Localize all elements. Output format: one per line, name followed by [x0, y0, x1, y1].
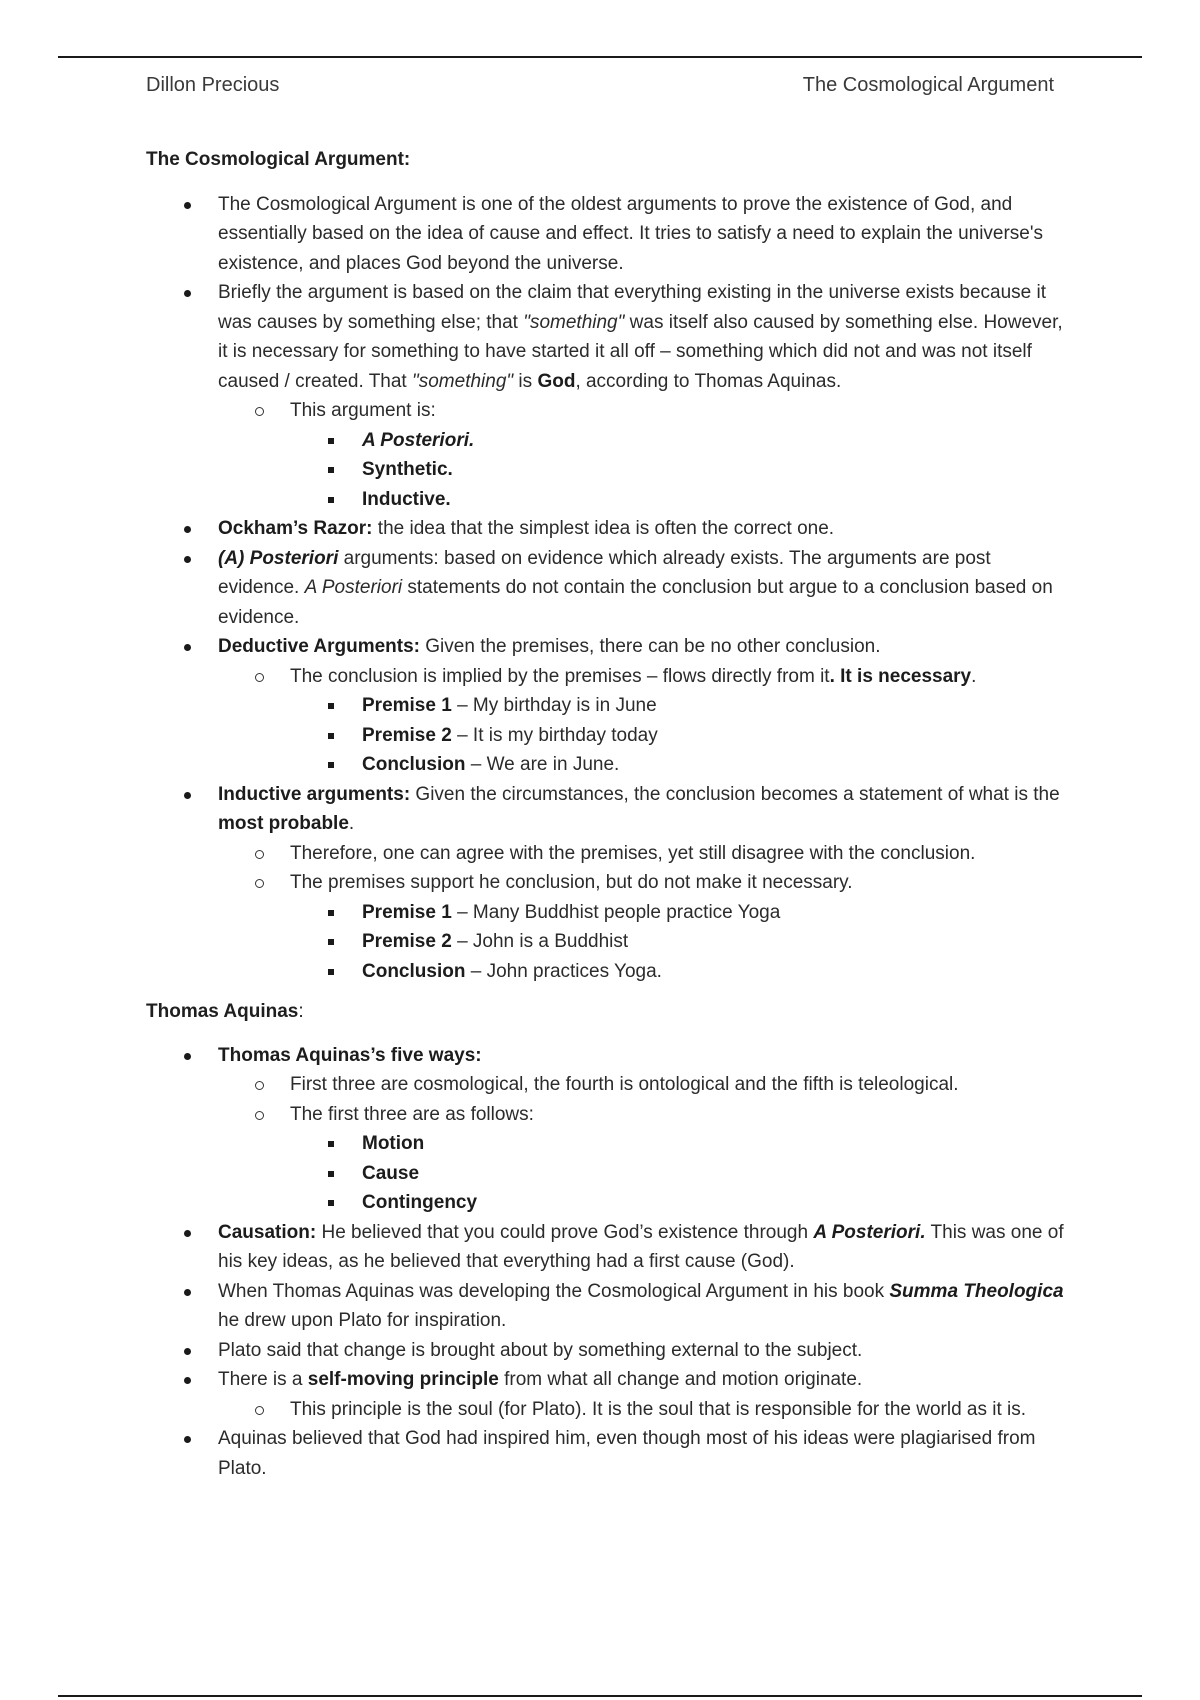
way-item: Contingency: [362, 1192, 478, 1213]
premise-text: – My birthday is in June: [451, 695, 657, 716]
bullet-text: Plato said that change is brought about by something external to the subject.: [218, 1339, 863, 1361]
header-rule: [58, 56, 1142, 58]
list-item: [290, 1129, 1066, 1159]
bullet-text: statements do not contain the conclusion but argue to a conclusion based on evidence.: [218, 577, 1053, 628]
sub-list: [218, 1395, 1066, 1425]
sub-bullet-text: Therefore, one can agree with the premises, yet still disagree with the conclusion.: [290, 842, 976, 864]
property-item: Synthetic.: [362, 459, 453, 480]
bold-text: most probable: [218, 813, 349, 834]
list-item: [290, 957, 1066, 987]
bullet-text: , according to Thomas Aquinas.: [575, 370, 842, 392]
bold-italic-text: (A) Posteriori: [218, 547, 339, 569]
list-item: [218, 1070, 1066, 1100]
bullet-text: Given the circumstances, the conclusion becomes a statement of what is the: [410, 783, 1060, 805]
bullet-text: This was one of his key ideas, as he believed that everything had a first cause (God).: [218, 1221, 1064, 1272]
list-item: [146, 1277, 1066, 1336]
list-item: [290, 426, 1066, 456]
list-item: [146, 632, 1066, 780]
sub-bullet-text: This argument is:: [290, 400, 436, 421]
property-item: A Posteriori.: [362, 429, 475, 451]
bullet-list-aquinas: [146, 1041, 1066, 1484]
bullet-text: Aquinas believed that God had inspired him, even though most of his ideas were plagiarised from Plato.: [218, 1428, 1036, 1479]
way-item: Motion: [362, 1133, 425, 1154]
bullet-text: was itself also caused by something else. However, it is necessary for something to have started it all off – something which did not and was not itself caused / created. That: [218, 311, 1063, 392]
bold-text: Causation:: [218, 1221, 317, 1243]
bold-text: self-moving principle: [307, 1369, 499, 1390]
sub-sub-list: [290, 898, 1066, 987]
bullet-text: Briefly the argument is based on the claim that everything existing in the universe exists because it was causes by something else; that: [218, 282, 1046, 333]
bullet-text: .: [348, 813, 355, 834]
bullet-text: is: [513, 370, 538, 392]
list-item: [146, 514, 1066, 544]
bullet-text: Given the premises, there can be no other conclusion.: [420, 636, 881, 657]
footer-rule: [58, 1695, 1142, 1697]
italic-text: "something": [412, 370, 514, 392]
premise-label: Conclusion: [362, 960, 466, 982]
bullet-text: He believed that you could prove God’s existence through: [316, 1221, 814, 1243]
sub-bullet-text: First three are cosmological, the fourth is ontological and the fifth is teleological.: [290, 1074, 959, 1095]
bullet-list-cosmological: [146, 190, 1066, 987]
list-item: [290, 750, 1066, 780]
premise-text: – Many Buddhist people practice Yoga: [451, 901, 781, 923]
sub-sub-list: [290, 691, 1066, 780]
list-item: [218, 396, 1066, 514]
list-item: [290, 927, 1066, 957]
sub-bullet-text: The first three are as follows:: [290, 1103, 534, 1125]
list-item: [146, 1218, 1066, 1277]
bold-text: Inductive arguments:: [218, 783, 411, 805]
sub-bullet-text: The premises support he conclusion, but do not make it necessary.: [290, 872, 853, 893]
list-item: [290, 485, 1066, 515]
list-item: [290, 898, 1066, 928]
bold-text: Deductive Arguments:: [218, 636, 420, 657]
list-item: [146, 1336, 1066, 1366]
list-item: [218, 839, 1066, 869]
sub-sub-list: [290, 426, 1066, 515]
bullet-text: from what all change and motion originate.: [498, 1369, 863, 1390]
bullet-text: The Cosmological Argument is one of the oldest arguments to prove the existence of God, and essentially based on the idea of cause and effect. It tries to satisfy a need to explain the universe's existence, and places God beyond the universe.: [218, 193, 1044, 274]
premise-label: Premise 2: [362, 724, 452, 746]
property-item: Inductive.: [362, 488, 451, 510]
sub-list: [218, 1070, 1066, 1218]
list-item: [290, 721, 1066, 751]
section-heading-aquinas: [146, 997, 1066, 1027]
bullet-text: arguments: based on evidence which already exists. The arguments are post evidence.: [218, 547, 991, 598]
premise-text: – We are in June.: [465, 754, 620, 775]
premise-text: – John is a Buddhist: [451, 931, 629, 952]
bold-text: Ockham’s Razor:: [218, 518, 373, 539]
document-body: [146, 145, 1066, 1483]
italic-text: "something": [523, 311, 625, 333]
list-item: [218, 868, 1066, 986]
italic-text: A Posteriori: [304, 577, 403, 598]
list-item: [290, 1159, 1066, 1189]
heading-text: Thomas Aquinas: [146, 1001, 299, 1022]
bullet-text: When Thomas Aquinas was developing the Cosmological Argument in his book: [218, 1280, 890, 1302]
heading-colon: :: [298, 1001, 304, 1022]
list-item: [218, 1395, 1066, 1425]
list-item: [146, 1041, 1066, 1218]
bold-text: Thomas Aquinas’s five ways:: [218, 1044, 482, 1066]
bold-italic-text: Summa Theologica: [889, 1280, 1064, 1302]
premise-label: Premise 1: [362, 901, 452, 923]
list-item: [146, 1424, 1066, 1483]
sub-list: [218, 662, 1066, 780]
sub-sub-list: [290, 1129, 1066, 1218]
list-item: [146, 1365, 1066, 1424]
list-item: [146, 190, 1066, 279]
list-item: [218, 662, 1066, 780]
sub-bullet-text: This principle is the soul (for Plato). It is the soul that is responsible for the world as it is.: [290, 1398, 1027, 1420]
header-doc-title: The Cosmological Argument: [802, 74, 1054, 96]
list-item: [218, 1100, 1066, 1218]
header-author: Dillon Precious: [146, 74, 280, 96]
list-item: [290, 1188, 1066, 1218]
bullet-text: There is a: [218, 1369, 308, 1390]
section-heading-cosmological: The Cosmological Argument:: [146, 149, 411, 170]
list-item: [146, 278, 1066, 514]
premise-text: – John practices Yoga.: [465, 960, 662, 982]
list-item: [146, 780, 1066, 987]
sub-bullet-text: The conclusion is implied by the premises – flows directly from it: [290, 665, 830, 687]
premise-label: Conclusion: [362, 754, 466, 775]
premise-label: Premise 1: [362, 695, 452, 716]
bold-italic-text: A Posteriori.: [813, 1221, 926, 1243]
bold-text: God: [537, 370, 576, 392]
premise-text: – It is my birthday today: [451, 724, 658, 746]
way-item: Cause: [362, 1162, 420, 1184]
sub-bullet-text: .: [971, 665, 977, 687]
premise-label: Premise 2: [362, 931, 452, 952]
list-item: [290, 455, 1066, 485]
list-item: [290, 691, 1066, 721]
bold-text: . It is necessary: [829, 665, 972, 687]
list-item: [146, 544, 1066, 633]
bullet-text: he drew upon Plato for inspiration.: [218, 1310, 507, 1331]
sub-list: [218, 839, 1066, 987]
bullet-text: the idea that the simplest idea is often the correct one.: [372, 518, 835, 539]
sub-list: [218, 396, 1066, 514]
